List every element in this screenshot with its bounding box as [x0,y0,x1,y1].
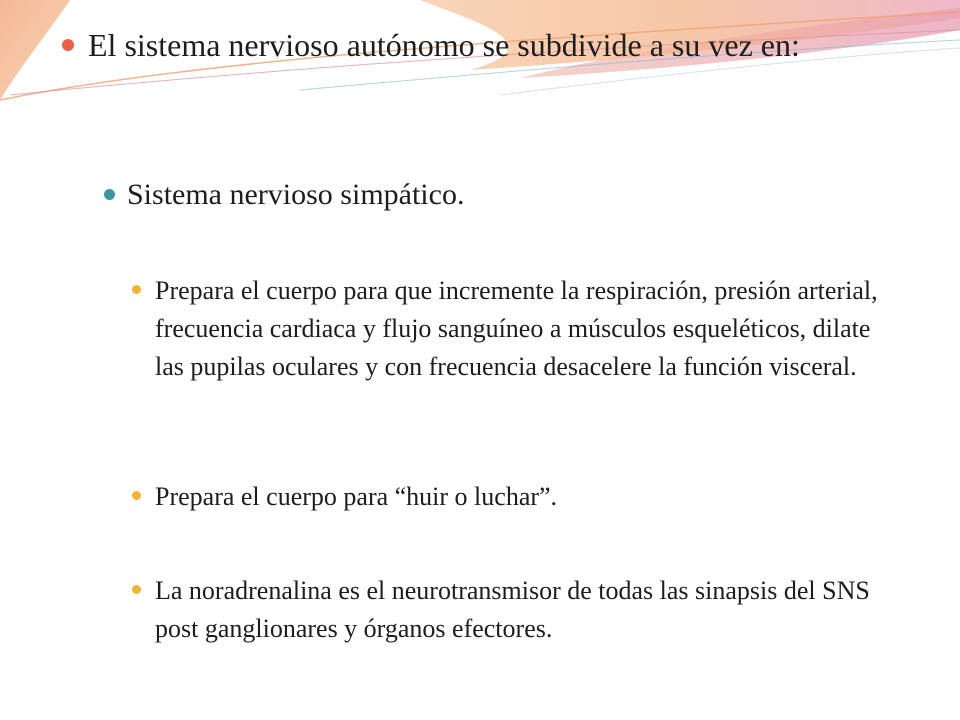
heading-bullet-text: El sistema nervioso autónomo se subdivide a su vez en: [88,27,800,63]
detail-bullet-row [132,478,892,516]
detail-bullet-row [132,272,892,386]
bullet-dot-icon [62,39,74,51]
bullet-dot-icon [132,491,141,500]
detail-bullet-text: Prepara el cuerpo para que incremente la respiración, presión arterial, frecuencia cardiaca y flujo sanguíneo a músculos esqueléticos, dilate las pupilas oculares y con frecuencia desacelere la función visceral. [155,276,878,381]
detail-bullet-row [132,572,912,648]
sub-bullet-text: Sistema nervioso simpático. [127,178,465,211]
detail-bullet-text: Prepara el cuerpo para “huir o luchar”. [155,482,558,511]
bullet-dot-icon [132,585,141,594]
bullet-dot-icon [104,189,115,200]
heading-bullet-row [62,24,882,66]
detail-bullet-text: La noradrenalina es el neurotransmisor de todas las sinapsis del SNS post ganglionares y órganos efectores. [155,576,870,643]
sub-bullet-row [104,174,904,216]
bullet-dot-icon [132,285,141,294]
